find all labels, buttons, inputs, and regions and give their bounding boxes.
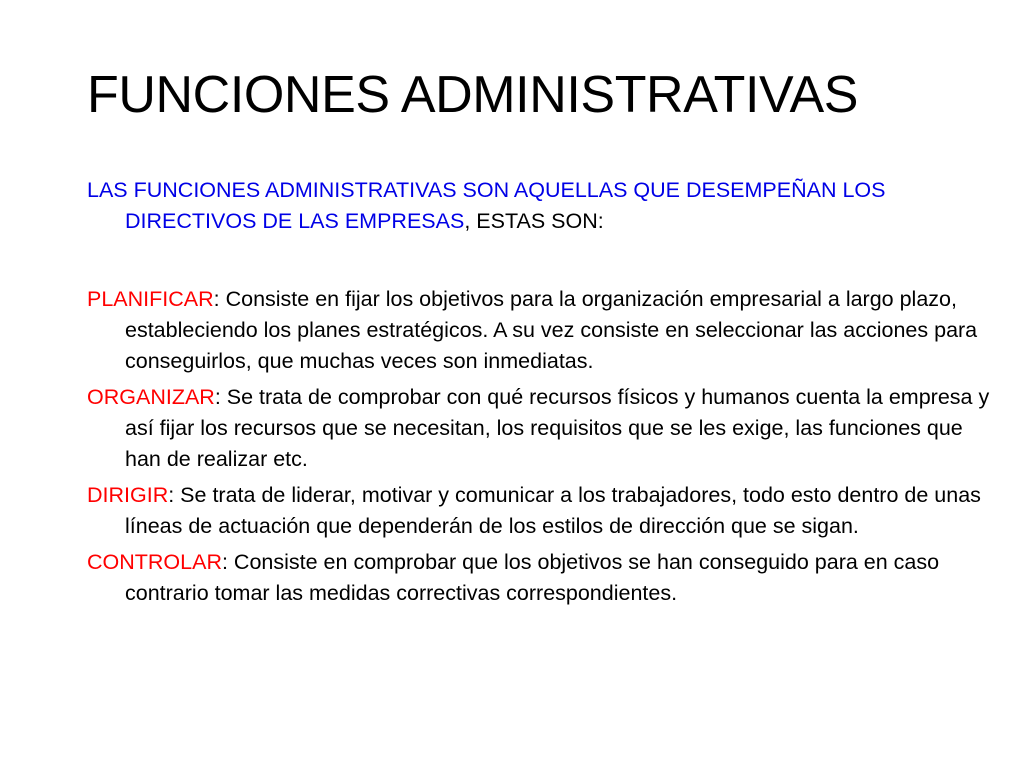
intro-paragraph [87, 175, 999, 237]
slide-content [87, 175, 999, 614]
intro-highlight: LAS FUNCIONES ADMINISTRATIVAS SON AQUELLAS QUE DESEMPEÑAN LOS DIRECTIVOS DE LAS EMPRESAS [87, 178, 886, 233]
function-term: PLANIFICAR [87, 287, 214, 311]
function-description: : Consiste en comprobar que los objetivos se han conseguido para en caso contrario tomar las medidas correctivas correspondientes. [125, 550, 940, 605]
function-description: : Se trata de comprobar con qué recursos físicos y humanos cuenta la empresa y así fijar los recursos que se necesitan, los requisitos que se les exige, las funciones que han de realizar etc. [125, 385, 990, 471]
function-item-planificar [87, 284, 999, 377]
function-description: : Se trata de liderar, motivar y comunicar a los trabajadores, todo esto dentro de unas líneas de actuación que dependerán de los estilos de dirección que se sigan. [125, 483, 981, 538]
function-term: CONTROLAR [87, 550, 222, 574]
function-item-controlar [87, 547, 999, 609]
function-term: ORGANIZAR [87, 385, 215, 409]
slide-title: FUNCIONES ADMINISTRATIVAS [87, 66, 859, 124]
function-term: DIRIGIR [87, 483, 169, 507]
function-item-dirigir [87, 480, 999, 542]
function-item-organizar [87, 382, 999, 475]
intro-rest: , ESTAS SON: [464, 209, 604, 233]
function-description: : Consiste en fijar los objetivos para la organización empresarial a largo plazo, estableciendo los planes estratégicos. A su vez consiste en seleccionar las acciones para conseguirlos, que muchas veces son inmediatas. [125, 287, 978, 373]
